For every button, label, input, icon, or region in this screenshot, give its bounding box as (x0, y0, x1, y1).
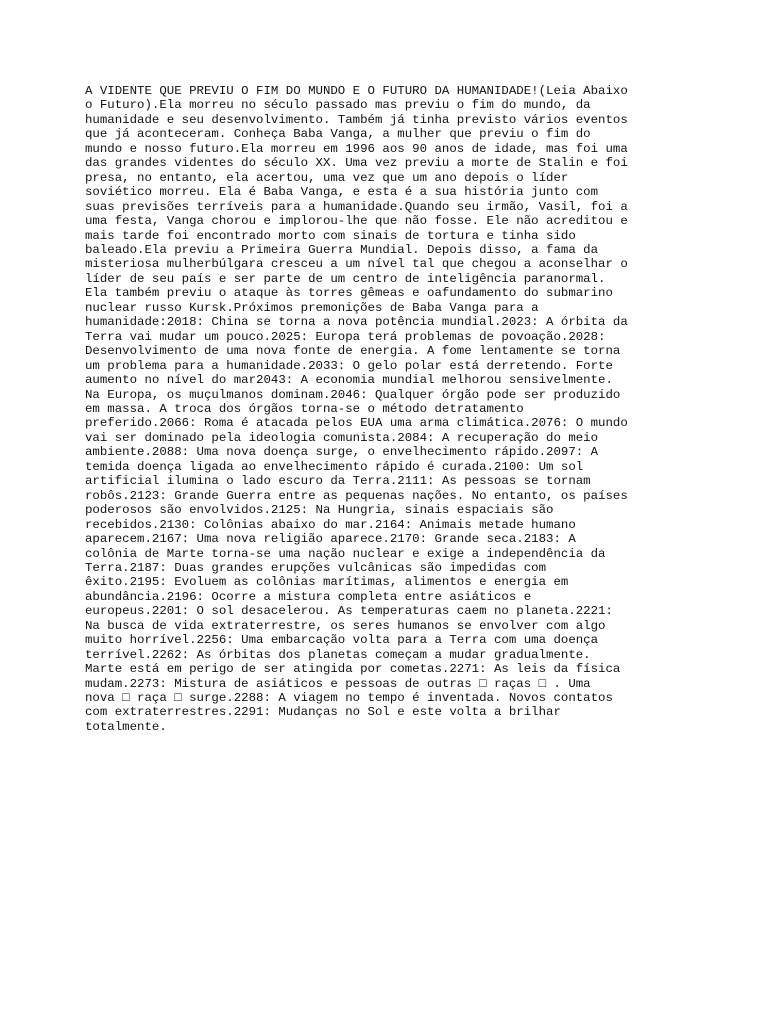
text-line: abundância.2196: Ocorre a mistura completa entre asiáticos e (85, 589, 532, 604)
text-line: uma festa, Vanga chorou e implorou-lhe que não fosse. Ele não acreditou e (85, 214, 628, 229)
text-line: humanidade:2018: China se torna a nova potência mundial.2023: A órbita da (85, 315, 628, 330)
text-line: vai ser dominado pela ideologia comunista.2084: A recuperação do meio (85, 430, 599, 445)
text-line: suas previsões terríveis para a humanidade.Quando seu irmão, Vasil, foi a (85, 199, 628, 214)
text-line: nova □ raça □ surge.2288: A viagem no tempo é inventada. Novos contatos (85, 691, 613, 706)
text-line: Desenvolvimento de uma nova fonte de energia. A fome lentamente se torna (85, 344, 621, 359)
text-line: Na Europa, os muçulmanos dominam.2046: Qualquer órgão pode ser produzido (85, 387, 621, 402)
text-line: o Futuro).Ela morreu no século passado mas previu o fim do mundo, da (85, 98, 591, 113)
text-line: soviético morreu. Ela é Baba Vanga, e esta é a sua história junto com (85, 185, 599, 200)
text-line: líder de seu país e ser parte de um centro de inteligência paranormal. (85, 271, 606, 286)
text-line: poderosos são envolvidos.2125: Na Hungria, sinais espaciais são (85, 503, 554, 518)
text-line: colônia de Marte torna-se uma nação nuclear e exige a independência da (85, 546, 606, 561)
text-line: em massa. A troca dos órgãos torna-se o método detratamento (85, 401, 524, 416)
text-line: aparecem.2167: Uma nova religião aparece.2170: Grande seca.2183: A (85, 532, 576, 547)
text-line: Terra vai mudar um pouco.2025: Europa terá problemas de povoação.2028: (85, 329, 606, 344)
text-line: ambiente.2088: Uma nova doença surge, o envelhecimento rápido.2097: A (85, 445, 599, 460)
text-line: robôs.2123: Grande Guerra entre as pequenas nações. No entanto, os países (85, 488, 628, 503)
text-line: artificial ilumina o lado escuro da Terra.2111: As pessoas se tornam (85, 474, 591, 489)
text-line: europeus.2201: O sol desacelerou. As temperaturas caem no planeta.2221: (85, 604, 613, 619)
text-line: misteriosa mulherbúlgara cresceu a um nível tal que chegou a aconselhar o (85, 257, 628, 272)
text-line: das grandes videntes do século XX. Uma vez previu a morte de Stalin e foi (85, 156, 628, 171)
text-line: terrível.2262: As órbitas dos planetas começam a mudar gradualmente. (85, 647, 591, 662)
text-line: temida doença ligada ao envelhecimento rápido é curada.2100: Um sol (85, 459, 584, 474)
text-line: preferido.2066: Roma é atacada pelos EUA uma arma climática.2076: O mundo (85, 416, 628, 431)
text-line: com extraterrestres.2291: Mudanças no Sol e este volta a brilhar (85, 705, 561, 720)
text-line: mudam.2273: Mistura de asiáticos e pessoas de outras □ raças □ . Uma (85, 676, 591, 691)
text-line: recebidos.2130: Colônias abaixo do mar.2164: Animais metade humano (85, 517, 576, 532)
text-line: aumento no nível do mar2043: A economia mundial melhorou sensivelmente. (85, 373, 613, 388)
text-line: nuclear russo Kursk.Próximos premonições de Baba Vanga para a (85, 300, 539, 315)
document-body-text (85, 84, 685, 734)
text-line: um problema para a humanidade.2033: O gelo polar está derretendo. Forte (85, 358, 613, 373)
text-line: Terra.2187: Duas grandes erupções vulcânicas são impedidas com (85, 560, 547, 575)
text-line: mais tarde foi encontrado morto com sinais de tortura e tinha sido (85, 228, 576, 243)
text-line: A VIDENTE QUE PREVIU O FIM DO MUNDO E O FUTURO DA HUMANIDADE!(Leia Abaixo (85, 84, 628, 98)
text-line: mundo e nosso futuro.Ela morreu em 1996 aos 90 anos de idade, mas foi uma (85, 141, 628, 156)
text-line: êxito.2195: Evoluem as colônias marítimas, alimentos e energia em (85, 575, 569, 590)
text-line: Na busca de vida extraterrestre, os seres humanos se envolver com algo (85, 618, 606, 633)
text-line: Marte está em perigo de ser atingida por cometas.2271: As leis da física (85, 662, 621, 677)
text-line: Ela também previu o ataque às torres gêmeas e oafundamento do submarino (85, 286, 613, 301)
text-line: presa, no entanto, ela acertou, uma vez que um ano depois o líder (85, 170, 569, 185)
text-line: humanidade e seu desenvolvimento. Também já tinha previsto vários eventos (85, 112, 628, 127)
text-line: que já aconteceram. Conheça Baba Vanga, a mulher que previu o fim do (85, 127, 591, 142)
text-line: totalmente. (85, 719, 167, 734)
text-line: baleado.Ela previu a Primeira Guerra Mundial. Depois disso, a fama da (85, 242, 599, 257)
text-line: muito horrível.2256: Uma embarcação volta para a Terra com uma doença (85, 633, 599, 648)
